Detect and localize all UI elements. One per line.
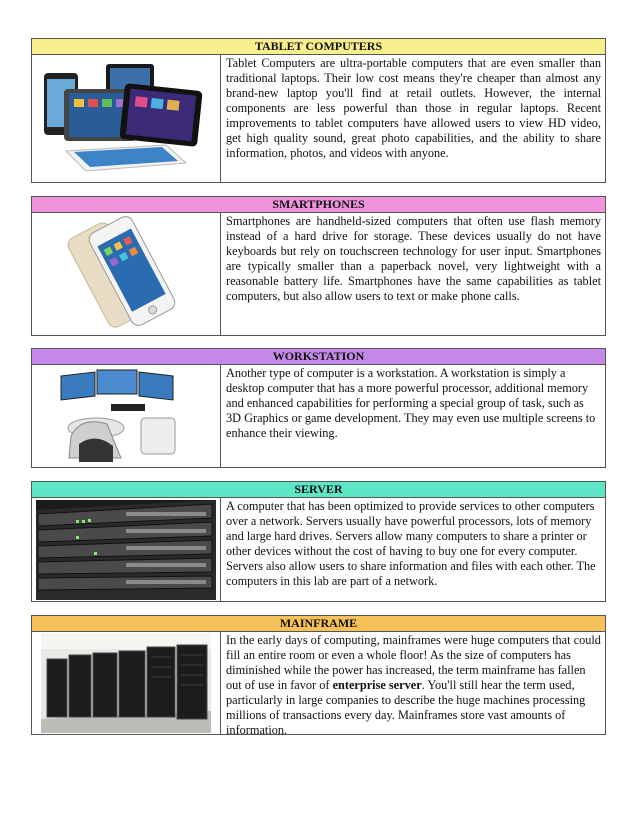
smartphone-image — [32, 213, 221, 335]
mainframe-text-after: . You'll still hear the term used, particularly in large companies to describe the huge machines processing millions of transactions every day. Mainframes store vast amounts of information. — [226, 678, 586, 737]
mainframe-title: MAINFRAME — [32, 616, 605, 632]
mainframe-description — [221, 632, 605, 737]
workstation-title: WORKSTATION — [32, 349, 605, 365]
tablets-image — [32, 55, 221, 182]
smartphones-description: Smartphones are handheld-sized computers that often use flash memory instead of a hard drive for storage. These devices usually do not have keyboards but rely on touchscreen technology for user input. Smartphones are typically smaller than a paperback novel, very lightweight with a reasonable battery life. Smartphones have the same capabilities as tablet computers, but also allow users to text or make phone calls. — [226, 214, 601, 303]
server-section — [31, 481, 606, 602]
tablet-description: Tablet Computers are ultra-portable computers that are even smaller than traditional laptops. Their low cost means they're cheaper than almost any brand-new laptop you'll find at retail outlets. However, the internal components are less powerful than those in regular laptops. Recent improvements to tablet computers have allowed users to view HD video, get high quality sound, great photo capabilities, and the ability to share information, photos, and videos with anyone. — [226, 56, 601, 160]
server-title: SERVER — [32, 482, 605, 498]
workstation-section — [31, 348, 606, 468]
workstation-image — [32, 365, 221, 467]
mainframe-text-before: In the early days of computing, mainframes were huge computers that could fill an entire room or even a whole floor! As the size of computers has diminished while the power has increased, the term mainframe has fallen out of use in favor of — [226, 633, 601, 692]
tablet-title: TABLET COMPUTERS — [32, 39, 605, 55]
server-rack-image — [32, 498, 221, 601]
workstation-description: Another type of computer is a workstation. A workstation is simply a desktop computer that has a more powerful processor, additional memory and enhanced capabilities for performing a special group of task, such as 3D Graphics or game development. They may even use multiple screens to enhance their viewing. — [226, 366, 596, 440]
mainframe-room-image — [32, 632, 221, 734]
smartphones-title: SMARTPHONES — [32, 197, 605, 213]
tablet-section — [31, 38, 606, 183]
enterprise-server-term: enterprise server — [332, 678, 422, 692]
smartphones-section — [31, 196, 606, 336]
server-description: A computer that has been optimized to provide services to other computers over a network. Servers usually have powerful processors, lots of memory and large hard drives. Servers allow many computers to share a printer or other devices without the cost of having to buy one for every computer. Servers also allow users to share information and files with each other. The computers in this lab are part of a network. — [226, 499, 596, 588]
mainframe-section — [31, 615, 606, 735]
